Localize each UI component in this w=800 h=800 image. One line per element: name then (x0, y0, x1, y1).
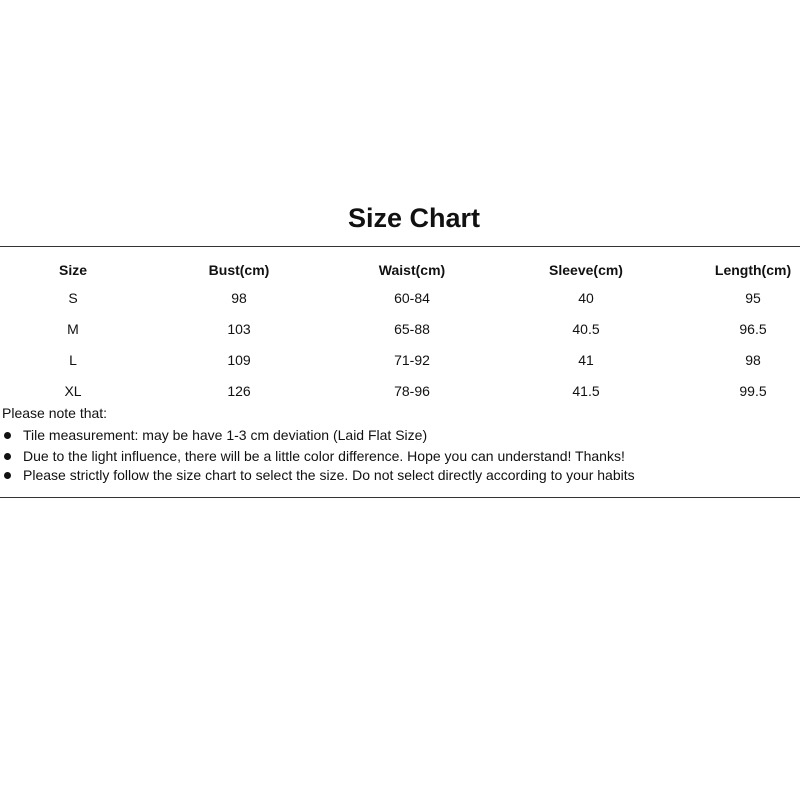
top-divider (0, 246, 800, 247)
size-table (0, 256, 800, 408)
note-text: Please strictly follow the size chart to select the size. Do not select directly according to your habits (23, 467, 635, 483)
cell-bust: 98 (231, 290, 247, 306)
header-size: Size (58, 262, 87, 278)
notes-section (2, 402, 798, 485)
cell-waist: 78-96 (394, 383, 430, 399)
cell-waist: 71-92 (394, 352, 430, 368)
table-header-row (0, 256, 800, 284)
cell-length: 96.5 (739, 321, 767, 337)
header-waist: Waist(cm) (378, 262, 446, 278)
header-length: Length(cm) (714, 262, 792, 278)
bullet-icon (4, 432, 11, 439)
note-item (2, 466, 798, 485)
cell-size: XL (64, 383, 82, 399)
note-text: Tile measurement: may be have 1-3 cm deviation (Laid Flat Size) (23, 427, 428, 443)
cell-bust: 126 (227, 383, 251, 399)
cell-length: 98 (745, 352, 761, 368)
header-sleeve: Sleeve(cm) (549, 262, 623, 278)
cell-waist: 60-84 (394, 290, 430, 306)
cell-bust: 109 (227, 352, 251, 368)
cell-size: S (68, 290, 78, 306)
table-row (0, 346, 800, 377)
notes-list (2, 426, 798, 485)
notes-intro: Please note that: (2, 405, 108, 421)
table-row (0, 284, 800, 315)
cell-sleeve: 40 (578, 290, 594, 306)
cell-sleeve: 41 (578, 352, 594, 368)
cell-length: 95 (745, 290, 761, 306)
page-title: Size Chart (347, 203, 481, 233)
header-bust: Bust(cm) (208, 262, 270, 278)
bullet-icon (4, 472, 11, 479)
note-item (2, 447, 798, 466)
cell-waist: 65-88 (394, 321, 430, 337)
cell-bust: 103 (227, 321, 251, 337)
cell-sleeve: 41.5 (572, 383, 600, 399)
table-row (0, 315, 800, 346)
bullet-icon (4, 453, 11, 460)
cell-length: 99.5 (739, 383, 767, 399)
cell-sleeve: 40.5 (572, 321, 600, 337)
bottom-divider (0, 497, 800, 498)
note-item (2, 426, 798, 445)
cell-size: M (67, 321, 79, 337)
cell-size: L (69, 352, 77, 368)
note-text: Due to the light influence, there will be a little color difference. Hope you can understand! Thanks! (23, 448, 625, 464)
